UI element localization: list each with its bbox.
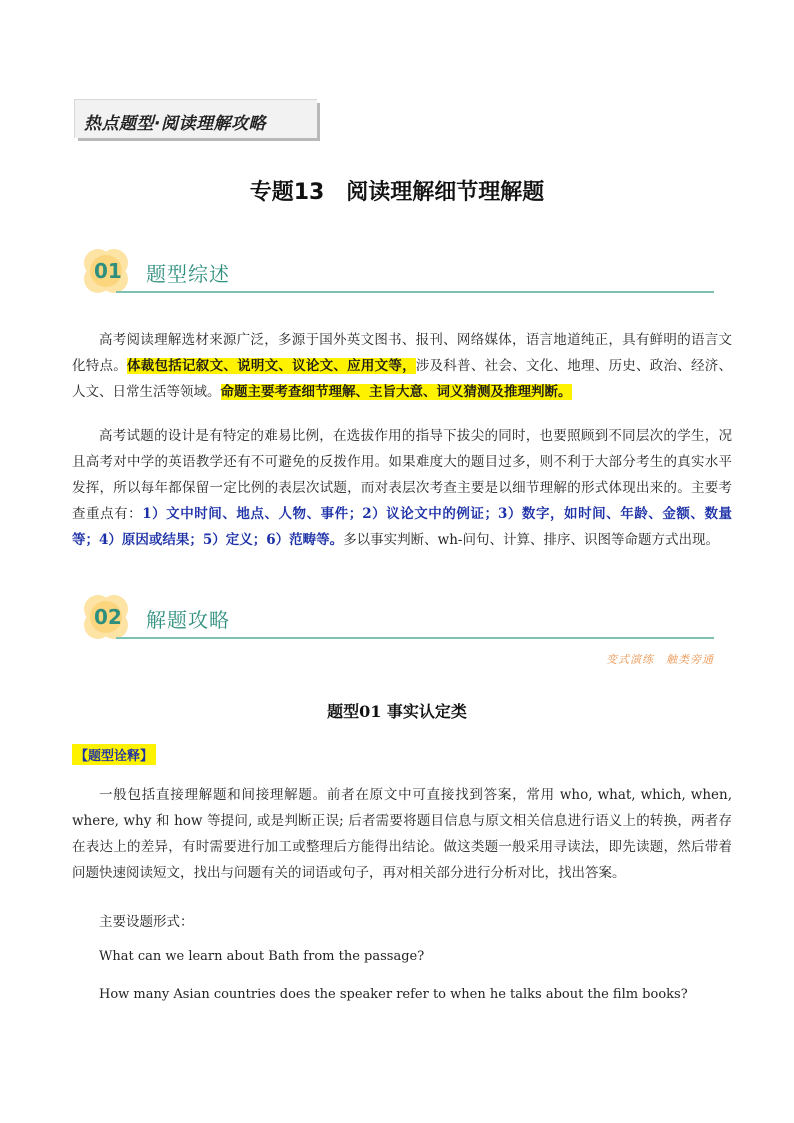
text-run: 多以事实判断、wh-问句、计算、排序、识图等命题方式出现。 <box>343 532 719 548</box>
highlight-question-types: 命题主要考查细节理解、主旨大意、词义猜测及推理判断。 <box>220 384 572 400</box>
overview-paragraph-1 <box>72 327 732 405</box>
section-divider <box>116 637 714 639</box>
section-number: 02 <box>94 605 122 629</box>
subtitle: 题型01 事实认定类 <box>327 702 467 721</box>
banner-text: 热点题型·阅读理解攻略 <box>84 114 266 134</box>
highlight-genres: 体裁包括记叙文、说明文、议论文、应用文等， <box>127 358 416 374</box>
explanation-paragraph: 一般包括直接理解题和间接理解题。前者在原文中可直接找到答案，常用 who, what, which, when, where, why 和 how 等提问, 或是判断正误; 后者需要将题目信息与原文相关信息进行语义上的转换，两者存在表达上的差异，有时需要进行加工或整理后方能得出结论。做这类题一般采用寻读法，即先读题，然后带着问题快速阅读短文，找出与问题有关的词语或句子，再对相关部分进行分析对比，找出答案。 <box>72 787 732 881</box>
example-question-2: How many Asian countries does the speaker refer to when he talks about the film books? <box>99 987 688 1002</box>
header-banner <box>74 99 320 141</box>
example-question-1: What can we learn about Bath from the passage? <box>99 949 425 964</box>
text-run: 高考阅读理解选材来源广泛，多源于国外英文图书、报刊、网络媒体，语言地道纯正，具有鲜明的语言文化特点。 <box>72 332 732 374</box>
text-run: 高考试题的设计是有特定的难易比例，在选拔作用的指导下拔尖的同时，也要照顾到不同层次的学生，况且高考对中学的英语教学还有不可避免的反拨作用。如果难度大的题目过多，则不利于大部分考生的真实水平发挥，所以每年都保留一定比例的表层次试题，而对表层次考查主要是以细节理解的形式体现出来的。主要考查重点有： <box>72 428 732 522</box>
section-number: 01 <box>94 259 122 283</box>
section-name: 题型综述 <box>146 262 230 286</box>
forms-label: 主要设题形式： <box>99 914 194 930</box>
section-divider <box>116 291 714 293</box>
section-header-01 <box>80 246 714 302</box>
type-tag: 【题型诠释】 <box>72 744 156 765</box>
section-slogan: 变式演练 触类旁通 <box>606 653 714 666</box>
overview-paragraph-2 <box>72 423 732 553</box>
page-title: 专题13 阅读理解细节理解题 <box>249 180 545 205</box>
key-points: 1）文中时间、地点、人物、事件；2）议论文中的例证；3）数字，如时间、年龄、金额、数量等；4）原因或结果；5）定义；6）范畴等。 <box>72 506 732 548</box>
section-header-02 <box>80 592 714 648</box>
text-run: 涉及科普、社会、文化、地理、历史、政治、经济、人文、日常生活等领域。 <box>72 358 733 400</box>
section-name: 解题攻略 <box>146 608 230 632</box>
